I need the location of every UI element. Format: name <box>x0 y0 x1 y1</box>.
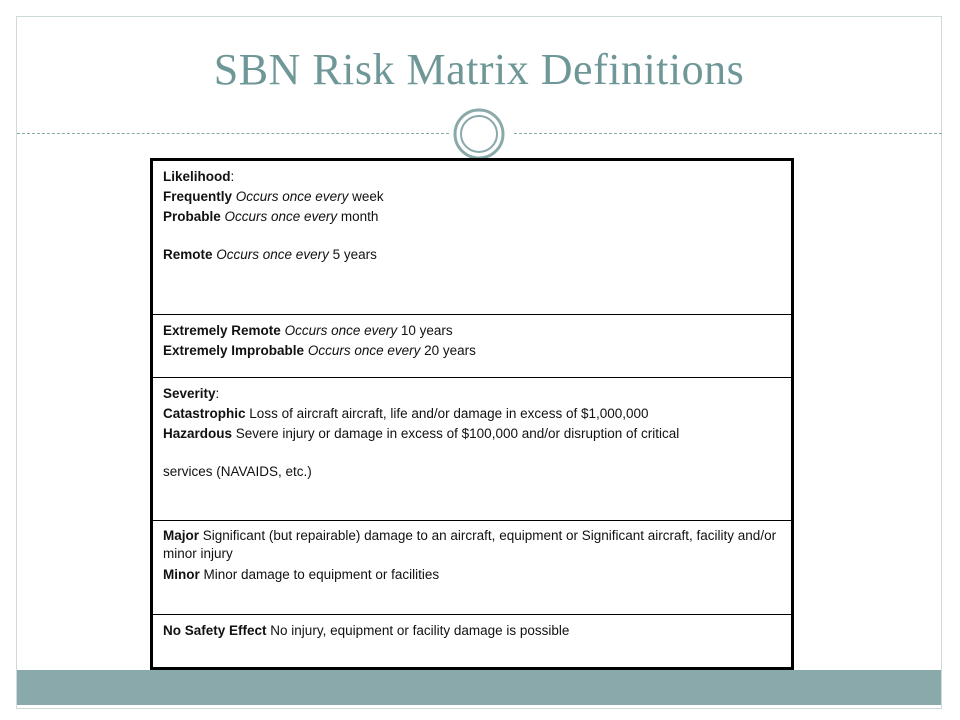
level-description: Significant (but repairable) damage to an aircraft, equipment or Significant aircraft, facility and/or minor injury <box>163 528 777 561</box>
severity-heading-text: Severity <box>163 386 216 401</box>
level-term: Minor <box>163 567 200 582</box>
likelihood-section <box>153 161 791 314</box>
severity-level-hazardous-continuation: services (NAVAIDS, etc.) <box>163 464 312 479</box>
level-value: month <box>340 209 379 224</box>
level-term: Extremely Improbable <box>163 343 305 358</box>
level-phrase: Occurs once every <box>307 343 421 358</box>
title-divider-right <box>514 133 942 134</box>
level-term: Extremely Remote <box>163 323 281 338</box>
level-phrase: Occurs once every <box>216 247 329 262</box>
definitions-table <box>150 158 794 670</box>
level-phrase: Occurs once every <box>235 189 349 204</box>
severity-heading <box>163 384 781 404</box>
likelihood-extreme-section <box>153 314 791 377</box>
likelihood-level-probable <box>163 207 781 227</box>
likelihood-heading-text: Likelihood <box>163 169 231 184</box>
level-description: Severe injury or damage in excess of $100,000 and/or disruption of critical <box>235 426 680 441</box>
likelihood-heading <box>163 167 781 187</box>
likelihood-level-frequently <box>163 187 781 207</box>
severity-level-catastrophic <box>163 404 781 424</box>
severity-level-hazardous <box>163 424 781 444</box>
footer-band <box>17 670 941 705</box>
level-description: Minor damage to equipment or facilities <box>203 567 440 582</box>
level-term: Catastrophic <box>163 406 246 421</box>
severity-heading-colon: : <box>215 386 220 401</box>
severity-section <box>153 377 791 520</box>
level-value: 10 years <box>400 323 453 338</box>
severity-level-minor <box>163 565 781 585</box>
level-description: No injury, equipment or facility damage is possible <box>270 623 570 638</box>
level-phrase: Occurs once every <box>284 323 398 338</box>
likelihood-level-extremely-improbable <box>163 341 781 361</box>
level-value: 20 years <box>424 343 476 358</box>
circle-ornament-icon <box>451 106 507 162</box>
level-term: Remote <box>163 247 213 262</box>
level-value: 5 years <box>332 247 377 262</box>
level-phrase: Occurs once every <box>224 209 338 224</box>
likelihood-heading-colon: : <box>230 169 235 184</box>
likelihood-level-remote <box>163 245 781 265</box>
level-term: Probable <box>163 209 221 224</box>
likelihood-level-extremely-remote <box>163 321 781 341</box>
severity-level-no-safety-effect <box>163 621 781 641</box>
level-term: Hazardous <box>163 426 233 441</box>
severity-level-major <box>163 527 781 563</box>
level-description: Loss of aircraft aircraft, life and/or damage in excess of $1,000,000 <box>249 406 649 421</box>
level-term: Frequently <box>163 189 233 204</box>
slide-title: SBN Risk Matrix Definitions <box>213 45 745 94</box>
severity-major-minor-section <box>153 520 791 614</box>
level-term: No Safety Effect <box>163 623 267 638</box>
severity-no-effect-section <box>153 614 791 667</box>
level-value: week <box>352 189 384 204</box>
title-divider-left <box>17 133 449 134</box>
level-term: Major <box>163 528 200 543</box>
